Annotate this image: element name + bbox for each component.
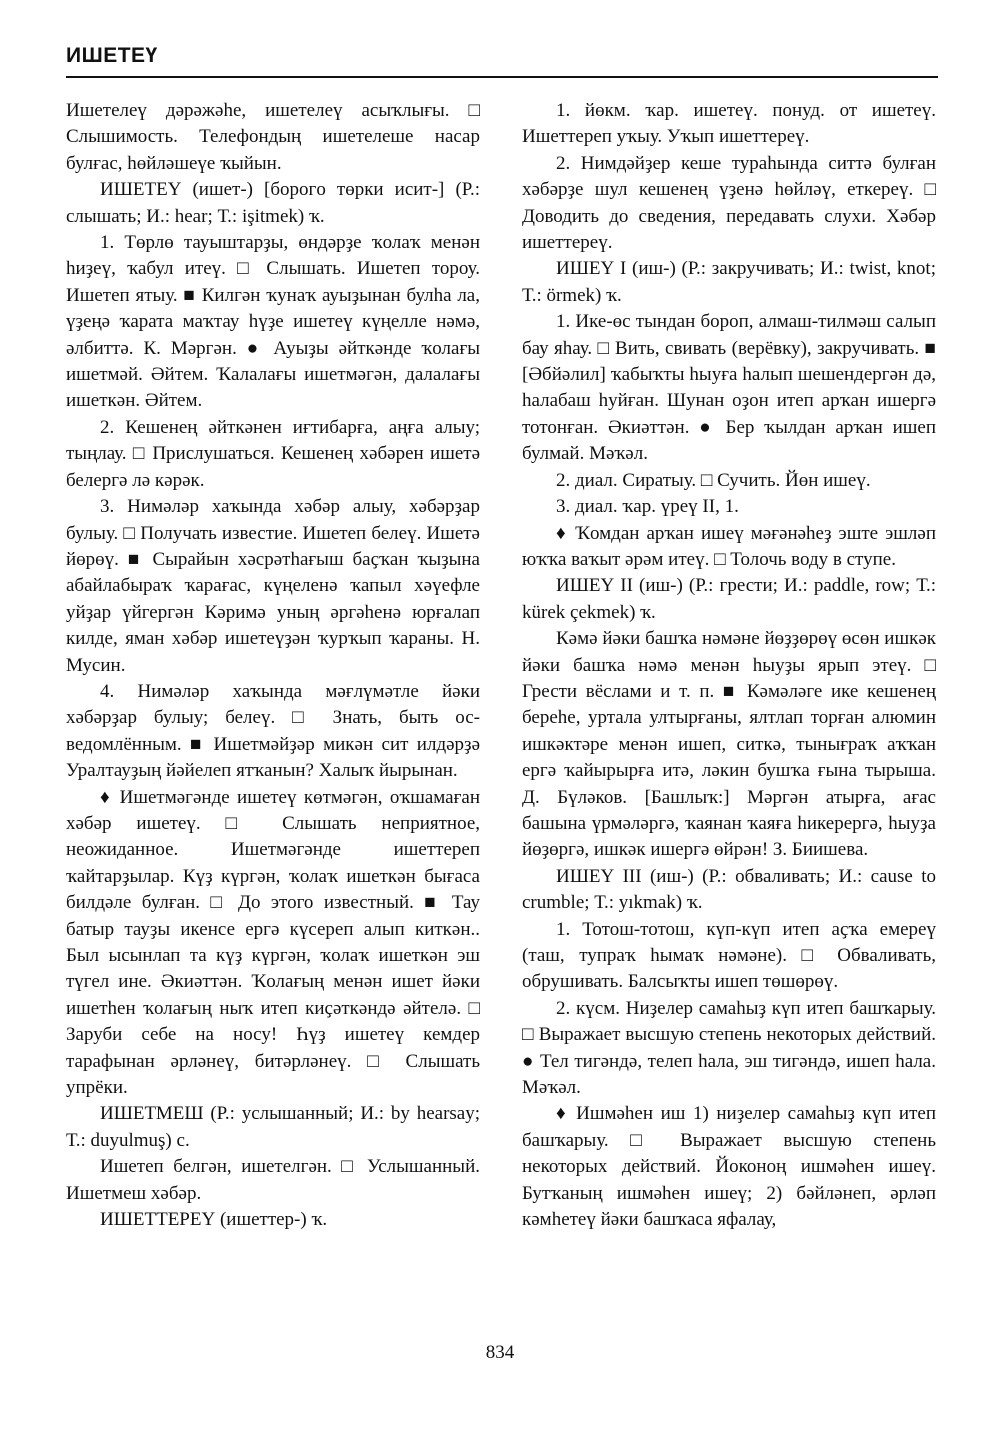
sense-paragraph: 2. күсм. Ниҙелер самаһыҙ күп итеп башҡарыу. □ Выражает высшую степень некоторых действий. ● Тел тигәндә, телеп һала, эш тигәндә, ишеп һала. Мәҡәл. — [522, 997, 936, 1099]
sense-paragraph: 2. Кешенең әйткәнен иғтибарға, аңға алыу; тыңлау. □ Прислушаться. Кешенең хәбәрен ишетә белергә лә кәрәк. — [66, 416, 480, 491]
idiom-entry: ♦ Ишетмәгәнде ишетеү көтмәгән, оҡшамаған хәбәр ишетеү. □ Слышать неприятное, неожиданное. Ишетмәгәнде ишеттереп ҡайтарҙылар. Күҙ күргән, ҡолаҡ ишеткән бығаса билдәле булған. □ До этого известный. ■ Тау батыр тауҙы икенсе ергә күсереп алып киткән.. Был ысынлап та күҙ күргән, ҡолаҡ ишеткән эш түгел ине. Әкиәттән. Ҡолағың менән ишет йәки ишетһен ҡолағың ныҡ итеп киҫәткәндә әйтелә. □ Заруби себе на носу! Һүҙ ишетеү кемдер тарафынан әрләнеү, битәрләнеү. □ Слышать упрёки. — [66, 786, 480, 1099]
sense-paragraph: 4. Нимәләр хаҡында мәғлүмәтле йәки хәбәрҙар булыу; белеү. □ Знать, быть осведомлённым. ■ Ишетмәйҙәр микән сит илдәрҙә Уралтауҙың йәйелеп ятҡанын? Халыҡ йырынан. — [66, 680, 480, 782]
continued-paragraph: Ишетелеү дәрәжәһе, ишетелеү асыҡлығы. □ Слышимость. Телефондың ишетелеше насар булғас, һөйләшеүе ҡыйын. — [66, 100, 480, 174]
dictionary-headword-entry: ИШЕҮ III (иш-) (Р.: обваливать; И.: cause to crumble; Т.: yıkmak) ҡ. — [522, 865, 936, 914]
sense-paragraph: 1. Тотош-тотош, күп-күп итеп аҫҡа емереү (таш, тупраҡ һымаҡ нәмәне). □ Обваливать, обрушивать. Балсыҡты ишеп төшөрөү. — [522, 918, 936, 993]
dictionary-headword-entry: ИШЕТТЕРЕҮ (ишеттер-) ҡ. — [100, 1209, 328, 1231]
sense-paragraph: Кәмә йәки башҡа нәмәне йөҙҙөрөү өсөн ишкәк йәки башҡа нәмә менән һыуҙы ярып этеү. □ Грести вёслами и т. п. ■ Кәмәләге ике кешенең береһе, уртала ултырғаны, ялтлап торған алюмин ишкәктәре менән ишеп, ситкә, тынығраҡ аҡҡан ергә ҡайырырға итә, ләкин бушҡа ғына тырыша. Д. Бүләков. [Башлыҡ:] Мәргән атырға, ағас башына үрмәләргә, ҡаянан ҡаяға һикерергә, һыуҙа йөҙөргә, ишкәк ишергә өйрән! З. Биишева. — [522, 628, 936, 861]
idiom-entry: ♦ Ҡомдан арҡан ишеү мәғәнәһеҙ эште эшләп юҡҡа ваҡыт әрәм итеү. □ Толочь воду в ступе. — [522, 522, 936, 570]
header-headword: ИШЕТЕҮ — [66, 44, 158, 67]
running-header — [66, 44, 936, 68]
dictionary-headword-entry: ИШЕТМЕШ (Р.: услышанный; И.: by hearsay; Т.: duyulmuş) с. — [66, 1103, 480, 1151]
right-column — [522, 98, 936, 1233]
sense-paragraph: 3. Нимәләр хаҡында хәбәр алыу, хәбәрҙар булыу. □ Получать известие. Ишетеп белеү. Ишетә йөрөү. ■ Сырайын хәсрәтһағыш баҫҡан ҡыҙына абайлабыраҡ ҡарағас, күңеленә ҡапыл хәүефле уйҙар үйгергән Кәримә уның әргәһенә юрғалап килде, яман хәбәр ишетеүҙән ҡурҡып ҡараны. Н. Мусин. — [66, 496, 480, 676]
sense-paragraph: 2. диал. Сиратыу. □ Сучить. Йөн ишеү. — [556, 469, 871, 491]
sense-paragraph: 1. Ике-өс тындан бороп, алмаш-тилмәш салып бау яһау. □ Вить, свивать (верёвку), закручивать. ■ [Әбйәлил] ҡабыҡты һыуға һалып шешендергән дә, һалабаш һуйған. Шунан оҙон итеп арҡан ишергә тотонған. Әкиәттән. ● Бер ҡылдан арҡан ишеп булмай. Мәҡәл. — [522, 311, 936, 465]
sense-paragraph: 2. Нимдәйҙер кеше тураһында ситтә булған хәбәрҙе шул кешенең үҙенә һөйләү, еткереү. □ Доводить до сведения, передавать слухи. Хәбәр ишеттереү. — [522, 152, 936, 254]
dictionary-headword-entry: ИШЕҮ II (иш-) (Р.: грести; И.: paddle, row; Т.: kürek çekmek) ҡ. — [522, 575, 936, 623]
sense-paragraph: 1. йөкм. ҡар. ишетеү. понуд. от ишетеү. Ишеттереп уҡыу. Уҡып ишеттереү. — [522, 100, 936, 148]
sense-paragraph: 1. Төрлө тауыштарҙы, өндәрҙе ҡолаҡ менән һиҙеү, ҡабул итеү. □ Слышать. Ишетеп тороу. Ишетеп ятыу. ■ Килгән ҡунаҡ ауыҙынан булһа ла, үҙеңә ҡарата маҡтау һүҙе ишетеү күңелле нәмә, әлбиттә. К. Мәргән. ● Ауыҙы әйткәнде ҡолағы ишетмәй. Әйтем. Ҡалалағы ишетмәгән, далалағы ишеткән. Әйтем. — [66, 232, 480, 412]
dictionary-headword-entry: ИШЕТЕҮ (ишет-) [борогo төрки исит-] (Р.: слышать; И.: hear; Т.: işitmek) ҡ. — [66, 179, 480, 227]
header-rule — [66, 76, 938, 78]
sense-paragraph: Ишетеп белгән, ишетелгән. □ Услышанный. Ишетмеш хәбәр. — [66, 1156, 480, 1204]
idiom-entry: ♦ Ишмәһен иш 1) ниҙелер самаһыҙ күп итеп башҡарыу. □ Выражает высшую степень некоторых действий. Йоконоң ишмәһен ишеү. Бутҡаның ишмәһен ишеү; 2) бәйләнеп, әрләп кәмһетеү йәки башҡаса яфалау, — [522, 1103, 936, 1231]
sense-paragraph: 3. диал. ҡар. үреү II, 1. — [556, 496, 739, 518]
dictionary-headword-entry: ИШЕҮ I (иш-) (Р.: закручивать; И.: twist, knot; Т.: örmek) ҡ. — [522, 258, 936, 306]
left-column — [66, 98, 480, 1233]
page-number: 834 — [485, 1342, 515, 1363]
